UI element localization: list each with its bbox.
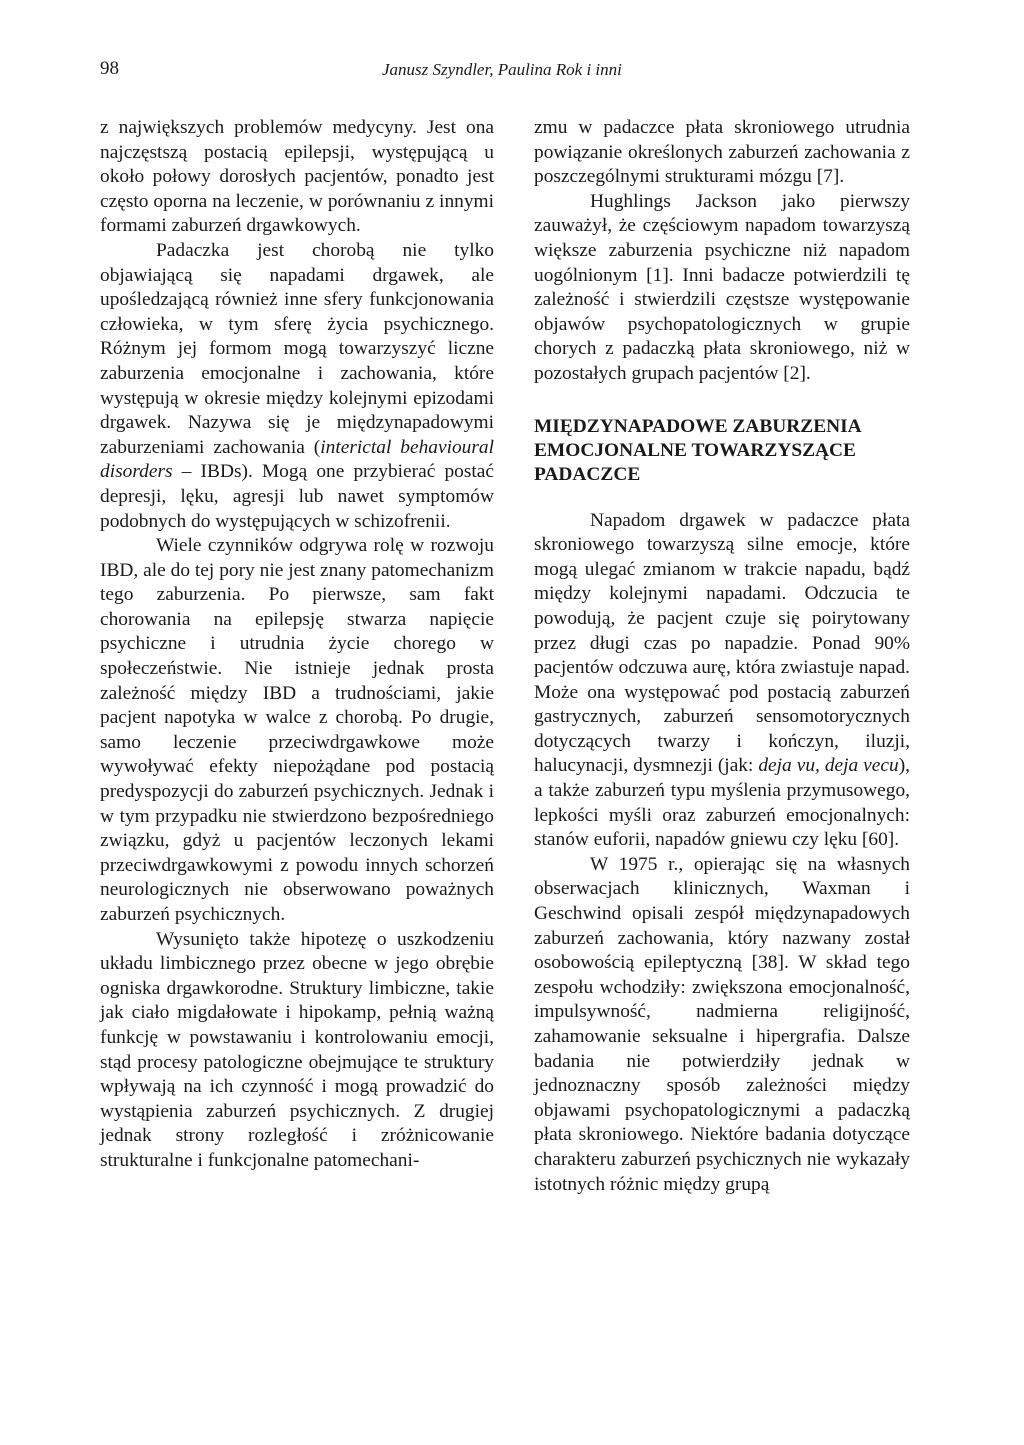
italic-term: deja vu, deja vecu [758,755,899,777]
right-column [534,116,910,1197]
paragraph: z największych problemów medycyny. Jest ona najczęstszą postacią epilepsji, występującą u około połowy dorosłych pacjentów, ponadto jest często oporna na leczenie, w porównaniu z innymi formami zaburzeń drgawkowych. [100,117,494,237]
paragraph: zmu w padaczce płata skroniowego utrudnia powiązanie określonych zaburzeń zachowania z poszczególnymi strukturami mózgu [7]. [534,117,910,188]
page-number: 98 [100,58,119,79]
paragraph: Napadom drgawek w padaczce płata skroniowego towarzyszą silne emocje, które mogą ulegać zmianom w trakcie napadu, bądź między kolejnymi napadami. Odczucia te powodują, że pacjent czuje się poirytowany przez długi czas po napadzie. Ponad 90% pacjentów odczuwa aurę, która zwiastuje napad. Może ona występować pod postacią zaburzeń gastrycznych, zaburzeń sensomotorycznych dotyczących twarzy i kończyn, iluzji, halucynacji, dysmnezji (jak: deja vu, deja vecu), a także zaburzeń typu myślenia przymusowego, lepkości myśli oraz zaburzeń emocjonalnych: stanów euforii, napadów gniewu czy lęku [60]. [534,509,910,851]
left-column [100,116,494,1174]
section-heading-line: EMOCJONALNE TOWARZYSZĄCE [534,439,856,461]
italic-term: interictal behavioural disorders [100,436,494,483]
paragraph: Wiele czynników odgrywa rolę w rozwoju IBD, ale do tej pory nie jest znany patomechanizm tego zaburzenia. Po pierwsze, sam fakt chorowania na epilepsję stwarza napięcie psychiczne i utrudnia życie chorego w społeczeństwie. Nie istnieje jednak prosta zależność między IBD a trudnościami, jakie pacjent napotyka w walce z chorobą. Po drugie, samo leczenie przeciwdrgawkowe może wywoływać efekty niepożądane pod postacią predyspozycji do zaburzeń psychicznych. Jednak i w tym przypadku nie stwierdzono bezpośredniego związku, gdyż u pacjentów leczonych lekami przeciwdrgawkowymi z powodu innych schorzeń neurologicznych nie obserwowano poważnych zaburzeń psychicznych. [100,535,494,925]
section-heading-line: PADACZCE [534,463,641,485]
running-head: Janusz Szyndler, Paulina Rok i inni [382,60,622,79]
paragraph: Padaczka jest chorobą nie tylko objawiającą się napadami drgawek, ale upośledzającą również inne sfery funkcjonowania człowieka, w tym sferę życia psychicznego. Różnym jej formom mogą towarzyszyć liczne zaburzenia emocjonalne i zachowania, które występują w okresie między kolejnymi epizodami drgawek. Nazywa się je międzynapadowymi zaburzeniami zachowania (interictal behavioural disorders – IBDs). Mogą one przybierać postać depresji, lęku, agresji lub nawet symptomów podobnych do występujących w schizofrenii. [100,239,494,532]
paragraph: W 1975 r., opierając się na własnych obserwacjach klinicznych, Waxman i Geschwind opisali zespół międzynapadowych zaburzeń zachowania, który nazwany został osobowością epileptyczną [38]. W skład tego zespołu wchodziły: zwiększona emocjonalność, impulsywność, nadmierna religijność, zahamowanie seksualne i hipergrafia. Dalsze badania nie potwierdziły jednak w jednoznaczny sposób zależności między objawami psychopatologicznymi a padaczką płata skroniowego. Niektóre badania dotyczące charakteru zaburzeń psychicznych nie wykazały istotnych różnic między grupą [534,853,910,1195]
section-heading-line: MIĘDZYNAPADOWE ZABURZENIA [534,415,862,437]
page-header [0,58,1024,88]
paragraph: Wysunięto także hipotezę o uszkodzeniu układu limbicznego przez obecne w jego obrębie ogniska drgawkorodne. Struktury limbiczne, takie jak ciało migdałowate i hipokamp, pełnią ważną funkcję w powstawaniu i kontrolowaniu emocji, stąd procesy patologiczne obejmujące te struktury wpływają na ich czynność i mogą prowadzić do wystąpienia zaburzeń psychicznych. Z drugiej jednak strony rozległość i zróżnicowanie strukturalne i funkcjonalne patomechani- [100,928,494,1171]
paragraph: Hughlings Jackson jako pierwszy zauważył, że częściowym napadom towarzyszą większe zaburzenia psychiczne niż napadom uogólnionym [1]. Inni badacze potwierdzili tę zależność i stwierdzili częstsze występowanie objawów psychopatologicznych w grupie chorych z padaczką płata skroniowego, niż w pozostałych grupach pacjentów [2]. [534,190,910,384]
section-heading [534,415,910,487]
